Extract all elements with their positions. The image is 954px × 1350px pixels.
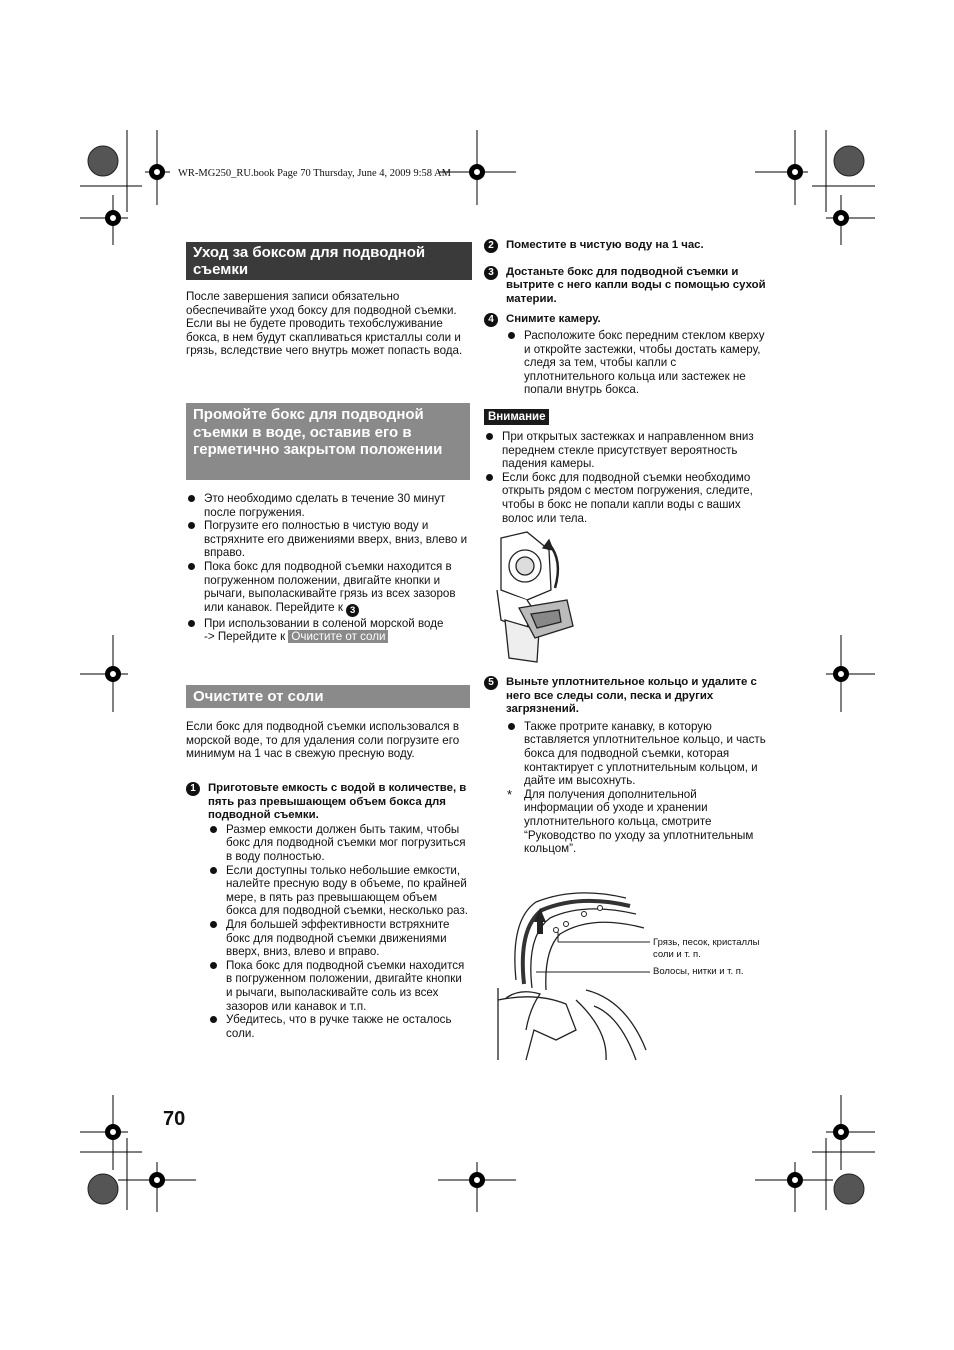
step-5 [484,676,769,856]
list-item: Также протрите канавку, в которую вставляется уплотнительное кольцо, и часть бокса для подводной съемки, которая контактирует с уплотнительным кольцом, и дайте им высохнуть. [506,720,769,788]
section-heading-rinse: Промойте бокс для подводной съемки в воде, оставив его в герметично закрытом положении [186,403,470,480]
caution-label: Внимание [484,409,549,425]
step-ref-icon: 3 [346,604,359,617]
step-number-icon: 5 [484,676,498,690]
list-item: Убедитесь, что в ручке также не осталось соли. [208,1013,470,1040]
step-number-icon: 3 [484,266,498,280]
star-icon: * [507,786,513,802]
step-1-label: Приготовьте емкость с водой в количестве, в пять раз превышающем объем бокса для подводной съемки. [208,782,467,822]
page-number: 70 [163,1108,186,1130]
goto-prefix: Перейдите к [275,600,343,614]
step-3 [484,266,769,307]
section-heading-care: Уход за боксом для подводной съемки [186,242,472,280]
intro-text [186,290,466,358]
list-item: Если бокс для подводной съемки необходимо открыть рядом с местом погружения, следите, чтобы в бокс не попали капли воды с ваших волос или тела. [484,471,769,525]
step-5-text [484,676,769,717]
rinse-bullet-list [186,492,470,644]
list-item: При открытых застежках и направленном вниз переднем стекле присутствует вероятность падения камеры. [484,430,769,471]
list-item: При использовании в соленой морской воде [186,617,470,631]
oring-detail-illustration [496,880,650,1062]
callout-dirt: Грязь, песок, кристаллы соли и т. п. [653,937,760,960]
star-note-text: Для получения дополнительной информации об уходе и хранении уплотнительного кольца, смотрите “Руководство по уходу за уплотнительным кольцом”. [524,787,754,856]
list-item-text: Пока бокс для подводной съемки находится в погруженном положении, двигайте кнопки и рычаги, выполаскивайте грязь из всех зазоров или канавок. [204,559,456,614]
housing-open-illustration [487,530,577,665]
step-5-label: Выньте уплотнительное кольцо и удалите с него все следы соли, песка и других загрязнений. [506,676,757,716]
salt-section-link[interactable]: Очистите от соли [288,630,388,643]
step-number-icon: 1 [186,782,200,796]
salt-intro: Если бокс для подводной съемки использовался в морской воде, то для удаления соли погрузите его минимум на 1 час в свежую пресную воду. [186,720,460,761]
list-item: Это необходимо сделать в течение 30 минут после погружения. [186,492,470,519]
callout-hair: Волосы, нитки и т. п. [653,966,744,977]
step-4 [484,313,769,327]
arrow-prefix: -> Перейдите к [204,630,286,644]
list-item: Если доступны только небольшие емкости, налейте пресную воду в объеме, по крайней мере, в пять раз превышающем объем бокса для подводной съемки, несколько раз. [208,864,470,918]
goto-line [186,630,470,644]
intro-paragraph: Если вы не будете проводить техобслуживание бокса, в нем будут скапливаться кристаллы соли и грязь, вследствие чего внутрь может попасть вода. [186,317,463,358]
step-number-icon: 2 [484,239,498,253]
step-1-text [186,782,470,823]
step-2-label: Поместите в чистую воду на 1 час. [506,239,704,251]
step-number-icon: 4 [484,313,498,327]
step-1 [186,782,470,1040]
right-column [484,239,769,525]
section-heading-salt: Очистите от соли [186,685,470,708]
step-4-label: Снимите камеру. [506,313,601,326]
list-item: Погрузите его полностью в чистую воду и встряхните его движениями вверх, вниз, влево и вправо. [186,519,470,560]
step-2 [484,239,769,253]
list-item: Расположите бокс передним стеклом кверху и откройте застежки, чтобы достать камеру, следя за тем, чтобы капли с уплотнительного кольца или застежек не попали внутрь бокса. [506,329,769,397]
list-item [186,560,470,617]
book-meta-line: WR-MG250_RU.book Page 70 Thursday, June 4, 2009 9:58 AM [178,168,451,179]
intro-paragraph: После завершения записи обязательно обеспечивайте уход боксу для подводной съемки. [186,290,457,317]
step-3-label: Достаньте бокс для подводной съемки и вытрите с него капли воды с помощью сухой материи. [506,265,766,305]
star-note [506,788,769,856]
list-item: Для большей эффективности встряхните бокс для подводной съемки движениями вверх, вниз, влево и вправо. [208,918,470,959]
list-item: Размер емкости должен быть таким, чтобы бокс для подводной съемки мог погрузиться в воду полностью. [208,823,470,864]
list-item: Пока бокс для подводной съемки находится в погруженном положении, двигайте кнопки и рычаги, выполаскивайте соль из всех зазоров или канавок и т.п. [208,959,470,1013]
